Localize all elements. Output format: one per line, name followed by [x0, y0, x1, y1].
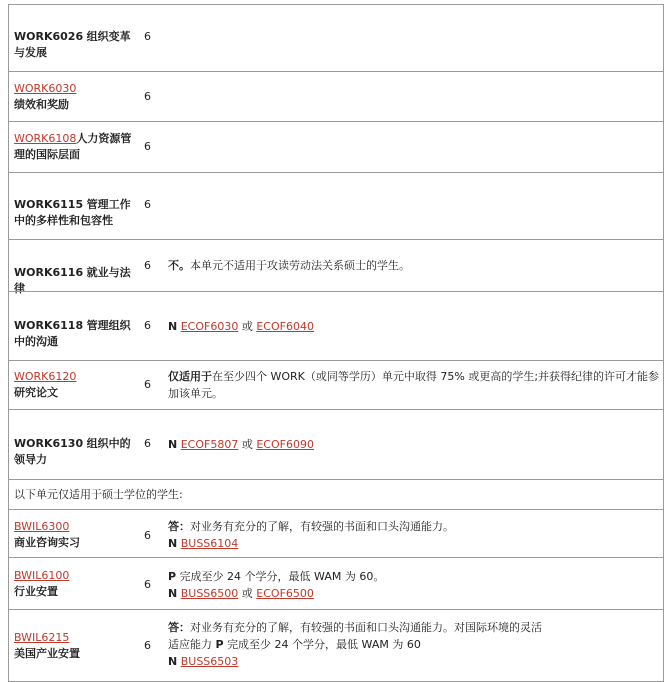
- unit-title: 行业安置: [14, 585, 58, 598]
- credit-points: 6: [144, 437, 151, 450]
- table-row: [8, 71, 664, 121]
- table-row: [8, 291, 664, 360]
- prohibited-unit-link[interactable]: BUSS6104: [180, 537, 239, 550]
- unit-code-link[interactable]: WORK6030: [14, 82, 77, 95]
- requirement-label: 不。: [168, 259, 190, 272]
- unit-code-link[interactable]: BWIL6300: [14, 520, 70, 533]
- table-row: [8, 557, 664, 609]
- requirement-cell: [168, 436, 662, 453]
- unit-title: 组织变革与发展: [14, 30, 131, 59]
- unit-code: WORK6026: [14, 30, 84, 43]
- credit-points: 6: [144, 140, 151, 153]
- unit-title: 人力资源管理的国际层面: [14, 132, 132, 161]
- table-row: [8, 360, 664, 409]
- prohibition-label: N: [168, 320, 178, 333]
- unit-cell: [14, 197, 140, 229]
- credit-points: 6: [144, 378, 151, 391]
- requirement-text: 对业务有充分的了解，有较强的书面和口头沟通能力。: [190, 520, 454, 533]
- requirement-text: 对业务有充分的了解，有较强的书面和口头沟通能力。对国际环境的灵活适应能力: [168, 621, 542, 651]
- unit-code: WORK6116: [14, 266, 84, 279]
- unit-cell: [14, 318, 140, 350]
- requirement-cell: [168, 568, 662, 602]
- prohibition-label: N: [168, 438, 178, 451]
- unit-title: 研究论文: [14, 386, 58, 399]
- unit-code-link[interactable]: BWIL6215: [14, 631, 70, 644]
- table-row: [8, 4, 664, 71]
- unit-cell: [14, 568, 140, 600]
- credit-points: 6: [144, 639, 151, 652]
- prohibition-label: N: [168, 655, 178, 668]
- assumed-knowledge-label: 答：: [168, 621, 190, 634]
- requirement-text: 在至少四个 WORK（或同等学历）单元中取得 75% 或更高的学生;并获得纪律的许可才能参加该单元。: [168, 370, 660, 400]
- requirement-text: 完成至少 24 个学分，最低 WAM 为 60: [227, 638, 421, 651]
- table-row: [8, 509, 664, 557]
- unit-title: 商业咨询实习: [14, 536, 80, 549]
- unit-cell: [14, 131, 140, 163]
- credit-points: 6: [144, 90, 151, 103]
- unit-cell: [14, 436, 140, 468]
- unit-code-link[interactable]: WORK6120: [14, 370, 77, 383]
- credit-points: 6: [144, 578, 151, 591]
- unit-title: 就业与法律: [14, 266, 131, 295]
- table-row: [8, 239, 664, 295]
- requirement-cell: [168, 257, 662, 274]
- or-text: 或: [241, 320, 253, 333]
- credit-points: 6: [144, 319, 151, 332]
- requirement-label: 仅适用于: [168, 370, 212, 383]
- table-row: [8, 409, 664, 479]
- assumed-knowledge-label: 答：: [168, 520, 190, 533]
- unit-code-link[interactable]: BWIL6100: [14, 569, 70, 582]
- unit-title: 管理工作中的多样性和包容性: [14, 198, 131, 227]
- unit-cell: [14, 369, 140, 401]
- unit-cell: [14, 81, 140, 113]
- table-row: [8, 121, 664, 172]
- prohibited-unit-link[interactable]: ECOF6500: [256, 587, 314, 600]
- requirement-cell: [168, 318, 662, 335]
- or-text: 或: [241, 438, 253, 451]
- unit-cell: [14, 519, 140, 551]
- credit-points: 6: [144, 30, 151, 43]
- table-row: [8, 172, 664, 239]
- credit-points: 6: [144, 198, 151, 211]
- unit-title: 绩效和奖励: [14, 98, 69, 111]
- requirement-text: 完成至少 24 个学分，最低 WAM 为 60。: [179, 570, 385, 583]
- unit-code: WORK6118: [14, 319, 84, 332]
- unit-cell: [14, 29, 140, 61]
- unit-cell: [14, 630, 140, 662]
- requirement-cell: [168, 368, 662, 402]
- unit-title: 美国产业安置: [14, 647, 80, 660]
- prohibited-unit-link[interactable]: ECOF5807: [180, 438, 239, 451]
- prerequisite-label: P: [168, 570, 177, 583]
- requirement-cell: [168, 619, 548, 670]
- unit-title: 组织中的领导力: [14, 437, 131, 466]
- section-note: 以下单元仅适用于硕士学位的学生:: [14, 488, 183, 501]
- prohibited-unit-link[interactable]: ECOF6030: [180, 320, 239, 333]
- credit-points: 6: [144, 259, 151, 272]
- unit-title: 管理组织中的沟通: [14, 319, 131, 348]
- unit-code: WORK6115: [14, 198, 84, 211]
- prohibition-label: N: [168, 587, 178, 600]
- prohibited-unit-link[interactable]: BUSS6503: [180, 655, 239, 668]
- requirement-text: 本单元不适用于攻读劳动法关系硕士的学生。: [190, 259, 410, 272]
- unit-code-link[interactable]: WORK6108: [14, 132, 77, 145]
- requirement-cell: [168, 518, 662, 552]
- prohibited-unit-link[interactable]: BUSS6500: [180, 587, 239, 600]
- prohibition-label: N: [168, 537, 178, 550]
- table-row: [8, 479, 664, 509]
- prohibited-unit-link[interactable]: ECOF6090: [256, 438, 314, 451]
- or-text: 或: [241, 587, 253, 600]
- table-row: [8, 609, 664, 682]
- prerequisite-label: P: [215, 638, 224, 651]
- credit-points: 6: [144, 529, 151, 542]
- prohibited-unit-link[interactable]: ECOF6040: [256, 320, 314, 333]
- unit-code: WORK6130: [14, 437, 84, 450]
